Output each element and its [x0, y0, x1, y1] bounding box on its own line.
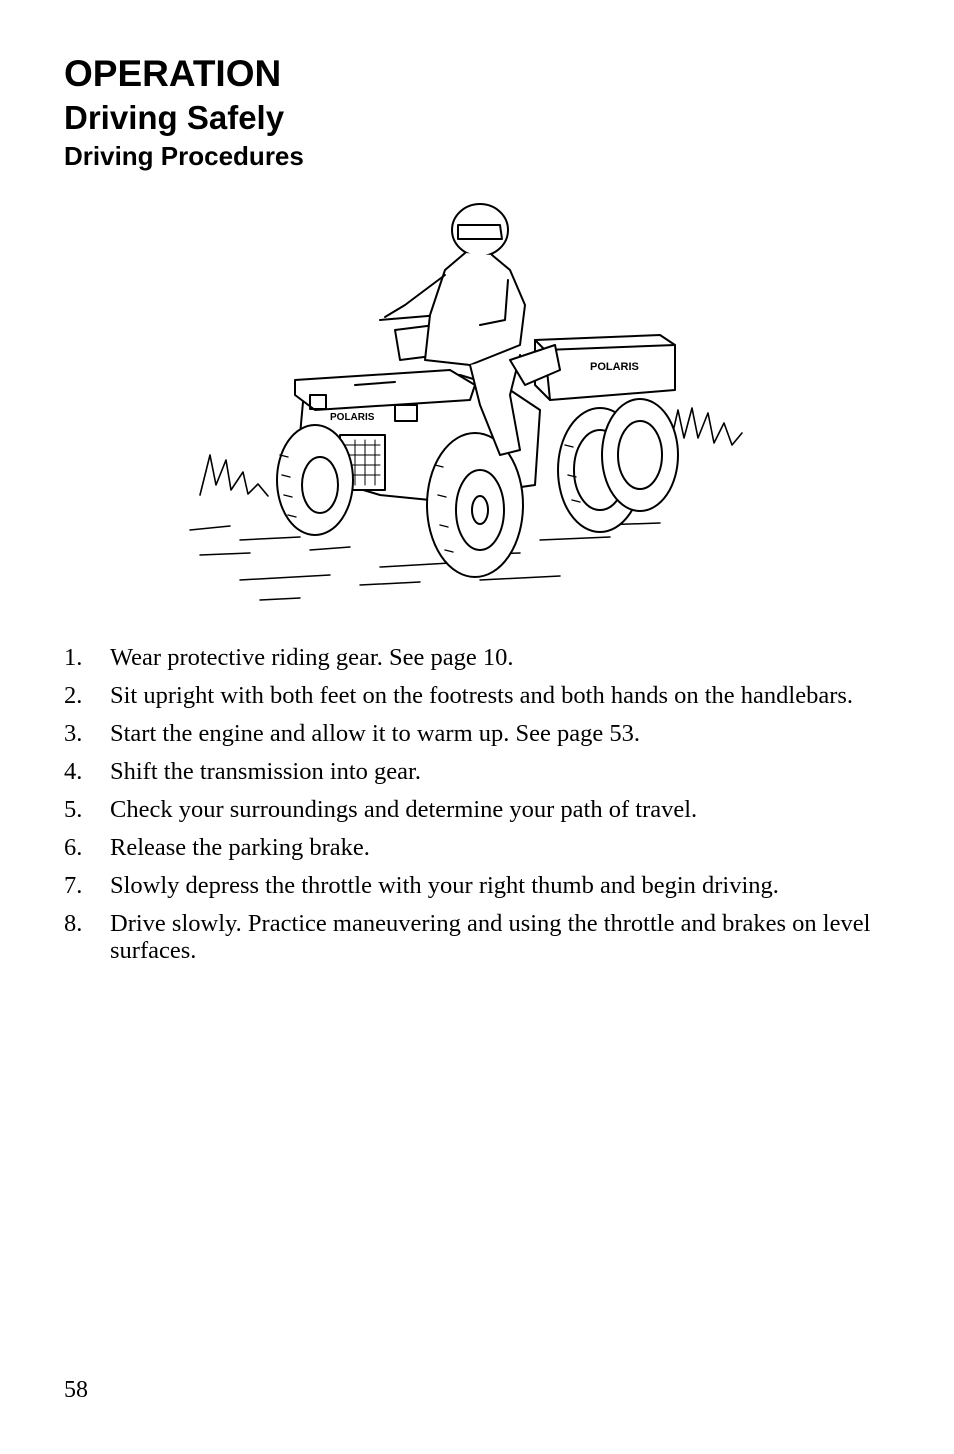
- rider-on-six-wheel-atv-icon: [180, 195, 750, 615]
- list-item: 1. Wear protective riding gear. See page 10.: [64, 644, 514, 671]
- list-item: 2. Sit upright with both feet on the footrests and both hands on the handlebars.: [64, 682, 854, 709]
- list-item: 5. Check your surroundings and determine your path of travel.: [64, 796, 698, 823]
- list-item: 8. Drive slowly. Practice maneuvering and using the throttle and brakes on level surfaces.: [64, 910, 871, 964]
- list-item: 6. Release the parking brake.: [64, 834, 370, 861]
- page-title: Driving Safely: [64, 99, 285, 136]
- page-subtitle: Driving Procedures: [64, 141, 304, 171]
- list-item: 7. Slowly depress the throttle with your right thumb and begin driving.: [64, 872, 779, 899]
- section-heading: OPERATION: [64, 53, 282, 94]
- procedure-list: [64, 644, 884, 975]
- list-item: 3. Start the engine and allow it to warm up. See page 53.: [64, 720, 641, 747]
- page-number: 58: [64, 1377, 88, 1403]
- front-brand-text: POLARIS: [330, 412, 375, 423]
- list-item: 4. Shift the transmission into gear.: [64, 758, 421, 785]
- rack-brand-text: POLARIS: [590, 361, 639, 373]
